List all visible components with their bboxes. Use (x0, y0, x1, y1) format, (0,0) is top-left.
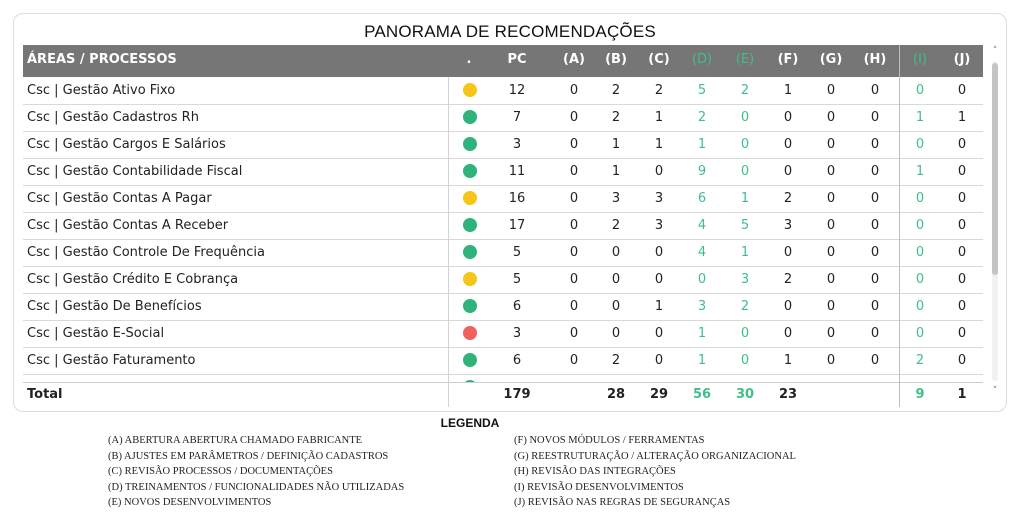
status-dot-icon (463, 299, 477, 313)
row-value: 0 (826, 164, 836, 179)
row-value: 0 (915, 137, 925, 152)
row-value: 0 (740, 137, 750, 152)
row-value: 0 (826, 272, 836, 287)
row-value: 1 (783, 353, 793, 368)
table-row[interactable] (23, 131, 983, 159)
row-value: 0 (697, 272, 707, 287)
row-value: 1 (697, 326, 707, 341)
row-value: 0 (915, 191, 925, 206)
legend-item: (C) REVISÃO PROCESSOS / DOCUMENTAÇÕES (108, 466, 333, 477)
row-value: 0 (915, 245, 925, 260)
row-value: 0 (826, 137, 836, 152)
table-row[interactable] (23, 104, 983, 132)
row-value: 0 (957, 218, 967, 233)
legend-right-column (514, 433, 796, 511)
row-value: 2 (783, 191, 793, 206)
column-header-11[interactable]: (I) (913, 52, 927, 67)
column-header-7[interactable]: (E) (735, 52, 755, 67)
row-value: 0 (870, 326, 880, 341)
row-value: 0 (569, 218, 579, 233)
row-value: 0 (870, 272, 880, 287)
legend-title: LEGENDA (440, 416, 500, 430)
column-divider (899, 45, 900, 407)
row-area-name: Csc | Gestão E-Social (27, 326, 165, 341)
status-dot-icon (463, 137, 477, 151)
legend-item: (F) NOVOS MÓDULOS / FERRAMENTAS (514, 435, 705, 446)
row-value: 3 (512, 326, 522, 341)
table-scrollbar[interactable] (990, 45, 1000, 397)
status-dot-icon (463, 272, 477, 286)
row-value: 2 (611, 353, 621, 368)
row-value: 2 (611, 83, 621, 98)
row-value: 0 (654, 245, 664, 260)
row-area-name: Csc | Gestão Controle De Frequência (27, 245, 265, 260)
row-value: 0 (957, 245, 967, 260)
row-value: 1 (654, 137, 664, 152)
row-value: 3 (783, 218, 793, 233)
row-value: 1 (611, 164, 621, 179)
table-row[interactable] (23, 266, 983, 294)
row-value: 0 (957, 326, 967, 341)
row-value: 0 (569, 137, 579, 152)
row-value: 3 (654, 191, 664, 206)
row-value: 0 (611, 245, 621, 260)
table-row[interactable] (23, 347, 983, 375)
row-value: 0 (870, 110, 880, 125)
row-value: 5 (512, 245, 522, 260)
row-value: 0 (915, 299, 925, 314)
row-value: 2 (740, 299, 750, 314)
row-area-name: Csc | Gestão Cadastros Rh (27, 110, 199, 125)
row-value: 6 (512, 299, 522, 314)
legend-item: (E) NOVOS DESENVOLVIMENTOS (108, 497, 272, 508)
table-row[interactable] (23, 239, 983, 267)
row-value: 0 (654, 164, 664, 179)
table-row[interactable] (23, 212, 983, 240)
table-header (23, 45, 983, 77)
row-value: 2 (654, 83, 664, 98)
status-dot-icon (463, 353, 477, 367)
row-area-name: Csc | Gestão Contas A Pagar (27, 191, 212, 206)
row-value: 0 (783, 110, 793, 125)
row-value: 2 (611, 218, 621, 233)
row-value: 1 (697, 353, 707, 368)
table-row-partial[interactable] (23, 374, 983, 382)
row-area-name: Csc | Gestão De Benefícios (27, 299, 202, 314)
row-value: 2 (783, 272, 793, 287)
column-header-1[interactable]: . (466, 52, 472, 67)
row-value: 1 (957, 110, 967, 125)
row-value: 9 (697, 164, 707, 179)
total-value: 23 (778, 387, 798, 402)
row-value: 0 (870, 353, 880, 368)
row-value: 0 (569, 272, 579, 287)
row-value: 0 (870, 164, 880, 179)
row-value: 0 (915, 272, 925, 287)
row-value: 3 (654, 218, 664, 233)
row-value: 2 (915, 353, 925, 368)
row-value: 0 (569, 326, 579, 341)
table-row[interactable] (23, 185, 983, 213)
total-value: 30 (735, 387, 755, 402)
status-dot-icon (463, 191, 477, 205)
legend-item: (D) TREINAMENTOS / FUNCIONALIDADES NÃO UTILIZADAS (108, 481, 405, 493)
total-value: 29 (649, 387, 669, 402)
row-value: 0 (957, 137, 967, 152)
row-value: 0 (870, 245, 880, 260)
row-area-name: Csc | Gestão Contas A Receber (27, 218, 229, 233)
column-header-12[interactable]: (J) (953, 52, 971, 67)
row-value: 0 (826, 218, 836, 233)
row-value: 3 (611, 191, 621, 206)
row-value: 4 (697, 245, 707, 260)
row-value: 0 (783, 299, 793, 314)
legend-item: (I) REVISÃO DESENVOLVIMENTOS (514, 481, 684, 493)
row-value: 0 (826, 299, 836, 314)
column-header-0[interactable]: ÁREAS / PROCESSOS (27, 52, 177, 67)
total-value: 28 (606, 387, 626, 402)
row-value: 1 (654, 110, 664, 125)
row-value: 0 (569, 245, 579, 260)
row-value: 7 (512, 110, 522, 125)
total-value: 179 (503, 387, 531, 402)
row-value: 0 (870, 299, 880, 314)
legend-item: (G) REESTRUTURAÇÃO / ALTERAÇÃO ORGANIZACIONAL (514, 450, 796, 462)
status-dot-icon (463, 110, 477, 124)
legend-left-column (108, 433, 404, 511)
row-value: 0 (826, 353, 836, 368)
column-header-6[interactable]: (D) (691, 52, 713, 67)
row-value: 0 (826, 83, 836, 98)
row-value: 0 (870, 218, 880, 233)
row-value: 0 (569, 353, 579, 368)
row-value: 0 (569, 299, 579, 314)
row-value: 0 (957, 191, 967, 206)
row-value: 0 (611, 272, 621, 287)
total-label: Total (27, 387, 63, 402)
row-value: 5 (512, 272, 522, 287)
column-header-9[interactable]: (G) (819, 52, 843, 67)
column-header-2[interactable]: PC (507, 52, 527, 67)
total-value (809, 383, 853, 409)
row-value: 0 (611, 326, 621, 341)
row-value: 0 (826, 110, 836, 125)
row-value: 0 (569, 110, 579, 125)
row-value: 0 (957, 272, 967, 287)
row-value: 0 (870, 137, 880, 152)
row-value: 0 (915, 326, 925, 341)
row-value: 0 (957, 353, 967, 368)
row-value: 0 (783, 245, 793, 260)
row-value: 0 (654, 353, 664, 368)
row-value: 0 (870, 83, 880, 98)
total-value (853, 383, 897, 409)
row-value: 0 (957, 83, 967, 98)
row-value: 0 (740, 353, 750, 368)
row-area-name: Csc | Gestão Crédito E Cobrança (27, 272, 239, 287)
row-area-name: Csc | Gestão Contabilidade Fiscal (27, 164, 243, 179)
row-value: 11 (508, 164, 526, 179)
row-value: 0 (826, 326, 836, 341)
recommendations-panel (13, 13, 1007, 412)
row-value: 2 (740, 83, 750, 98)
row-value: 0 (569, 164, 579, 179)
row-value: 0 (783, 137, 793, 152)
panel-title: PANORAMA DE RECOMENDAÇÕES (364, 22, 656, 41)
row-value: 3 (697, 299, 707, 314)
row-value: 1 (915, 110, 925, 125)
row-value: 1 (611, 137, 621, 152)
scroll-down-icon[interactable]: ˅ (992, 386, 998, 396)
total-value: 9 (915, 387, 925, 402)
table-row[interactable] (23, 320, 983, 348)
row-value: 0 (740, 110, 750, 125)
column-header-10[interactable]: (H) (863, 52, 887, 67)
row-value: 16 (508, 191, 526, 206)
column-header-8[interactable]: (F) (777, 52, 799, 67)
legend-item: (A) ABERTURA ABERTURA CHAMADO FABRICANTE (108, 435, 363, 446)
row-value: 6 (512, 353, 522, 368)
row-value: 0 (915, 83, 925, 98)
row-value: 0 (654, 272, 664, 287)
status-dot-icon (463, 218, 477, 232)
total-value (553, 383, 595, 409)
row-value: 0 (740, 326, 750, 341)
total-value: 1 (957, 387, 967, 402)
row-area-name: Csc | Gestão Faturamento (27, 353, 196, 368)
row-value: 3 (740, 272, 750, 287)
row-value: 0 (611, 299, 621, 314)
row-value: 0 (783, 326, 793, 341)
table-row[interactable] (23, 293, 983, 321)
scroll-thumb[interactable] (992, 63, 998, 275)
table-row[interactable] (23, 158, 983, 186)
column-header-4[interactable]: (B) (605, 52, 627, 67)
legend-item: (J) REVISÃO NAS REGRAS DE SEGURANÇAS (514, 497, 731, 508)
row-value: 5 (697, 83, 707, 98)
row-value: 1 (783, 83, 793, 98)
row-value: 0 (826, 191, 836, 206)
row-value: 2 (611, 110, 621, 125)
scroll-up-icon[interactable]: ˄ (992, 46, 998, 56)
status-dot-icon (463, 245, 477, 259)
row-value: 12 (508, 83, 526, 98)
row-value: 4 (697, 218, 707, 233)
row-value: 0 (957, 164, 967, 179)
row-value: 1 (654, 299, 664, 314)
column-divider (448, 77, 449, 407)
row-value: 0 (569, 191, 579, 206)
row-area-name: Csc | Gestão Ativo Fixo (27, 83, 176, 98)
row-value: 5 (740, 218, 750, 233)
row-value: 2 (697, 110, 707, 125)
status-dot-icon (463, 326, 477, 340)
total-value: 56 (692, 387, 712, 402)
row-value: 0 (870, 191, 880, 206)
row-value: 0 (826, 245, 836, 260)
table-row[interactable] (23, 77, 983, 105)
column-header-5[interactable]: (C) (648, 52, 670, 67)
row-value: 0 (740, 164, 750, 179)
legend-item: (B) AJUSTES EM PARÂMETROS / DEFINIÇÃO CADASTROS (108, 450, 389, 462)
row-value: 0 (957, 299, 967, 314)
row-value: 0 (654, 326, 664, 341)
column-header-3[interactable]: (A) (563, 52, 585, 67)
row-area-name: Csc | Gestão Cargos E Salários (27, 137, 226, 152)
status-dot-icon (463, 83, 477, 97)
table-body[interactable] (23, 77, 983, 382)
row-value: 0 (569, 83, 579, 98)
total-row (23, 382, 983, 409)
row-value: 17 (508, 218, 526, 233)
row-value: 1 (697, 137, 707, 152)
status-dot-icon (463, 164, 477, 178)
row-value: 0 (915, 218, 925, 233)
row-value: 1 (740, 191, 750, 206)
row-value: 1 (740, 245, 750, 260)
row-value: 0 (783, 164, 793, 179)
row-value: 1 (915, 164, 925, 179)
legend-item: (H) REVISÃO DAS INTEGRAÇÕES (514, 466, 676, 477)
row-value: 6 (697, 191, 707, 206)
row-value: 3 (512, 137, 522, 152)
